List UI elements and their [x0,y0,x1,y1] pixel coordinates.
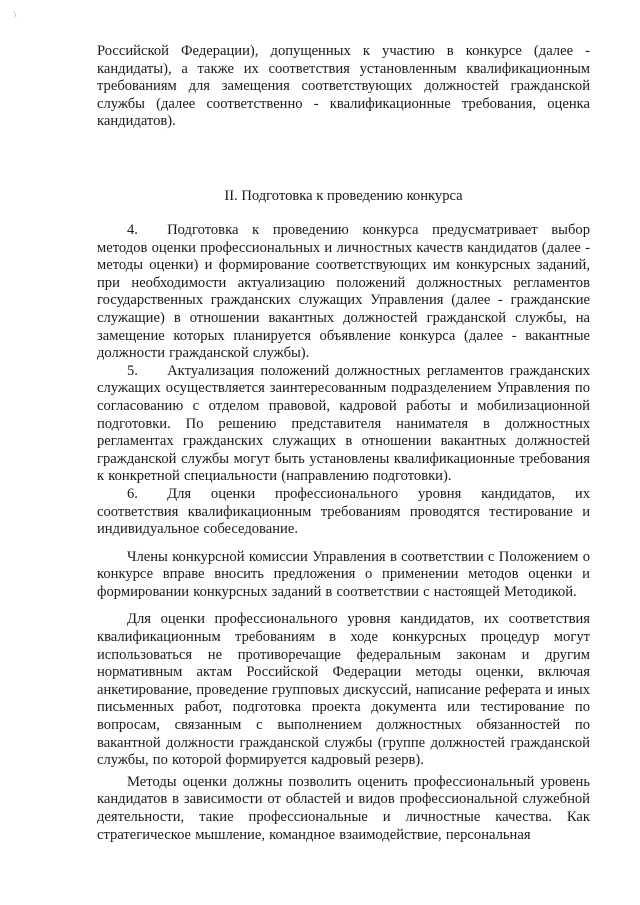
paragraph-commission-members: Члены конкурсной комиссии Управления в соответствии с Положением о конкурсе вправе вносить предложения о применении методов оценки и формировании конкурсных заданий в соответствии с настоящей Методикой. [97,548,590,600]
section-heading: II. Подготовка к проведению конкурса [224,188,463,204]
paragraph-methods-assessment: Методы оценки должны позволить оценить профессиональный уровень кандидатов в зависимости от областей и видов профессиональной служебной деятельности, такие профессиональные и личностные качества. Как стратегическое мышление, командное взаимодействие, персональная [97,773,590,843]
paragraph-6: 6. Для оценки профессионального уровня кандидатов, их соответствия квалификационным требованиям проводятся тестирование и индивидуальное собеседование. [97,485,590,538]
paragraph-5: 5. Актуализация положений должностных регламентов гражданских служащих осуществляется заинтересованным подразделением Управления по согласованию с отделом правовой, кадровой работы и мобилизационной подготовки. По решению представителя нанимателя в должностных регламентах гражданских служащих в отношении вакантных должностей гражданской службы могут быть установлены квалификационные требования к конкретной специальности (направлению подготовки). [97,362,590,485]
section-body [97,222,590,844]
corner-mark: \ [14,10,17,19]
intro-paragraph-block [97,43,590,131]
intro-paragraph: Российской Федерации), допущенных к участию в конкурсе (далее - кандидаты), а также их соответствия установленным квалификационным требованиям для замещения соответствующих должностей гражданской службы (далее соответственно - квалификационные требования, оценка кандидатов). [97,43,590,130]
paragraph-evaluation-methods: Для оценки профессионального уровня кандидатов, их соответствия квалификационным требованиям в ходе конкурсных процедур могут использоваться не противоречащие федеральным законам и другим нормативным актам Российской Федерации методы оценки, включая анкетирование, проведение групповых дискуссий, написание реферата и иных письменных работ, подготовка проекта документа или тестирование по вопросам, связанным с выполнением должностных обязанностей по вакантной должности гражданской службы (группе должностей гражданской службы, по которой формируется кадровый резерв). [97,611,590,769]
paragraph-4: 4. Подготовка к проведению конкурса предусматривает выбор методов оценки профессиональных и личностных качеств кандидатов (далее - методы оценки) и формирование соответствующих им конкурсных заданий, при необходимости актуализацию положений должностных регламентов государственных гражданских служащих Управления (далее - гражданские служащие) в отношении вакантных должностей гражданской службы, на замещение которых планируется объявление конкурса (далее - вакантные должности гражданской службы). [97,222,590,362]
